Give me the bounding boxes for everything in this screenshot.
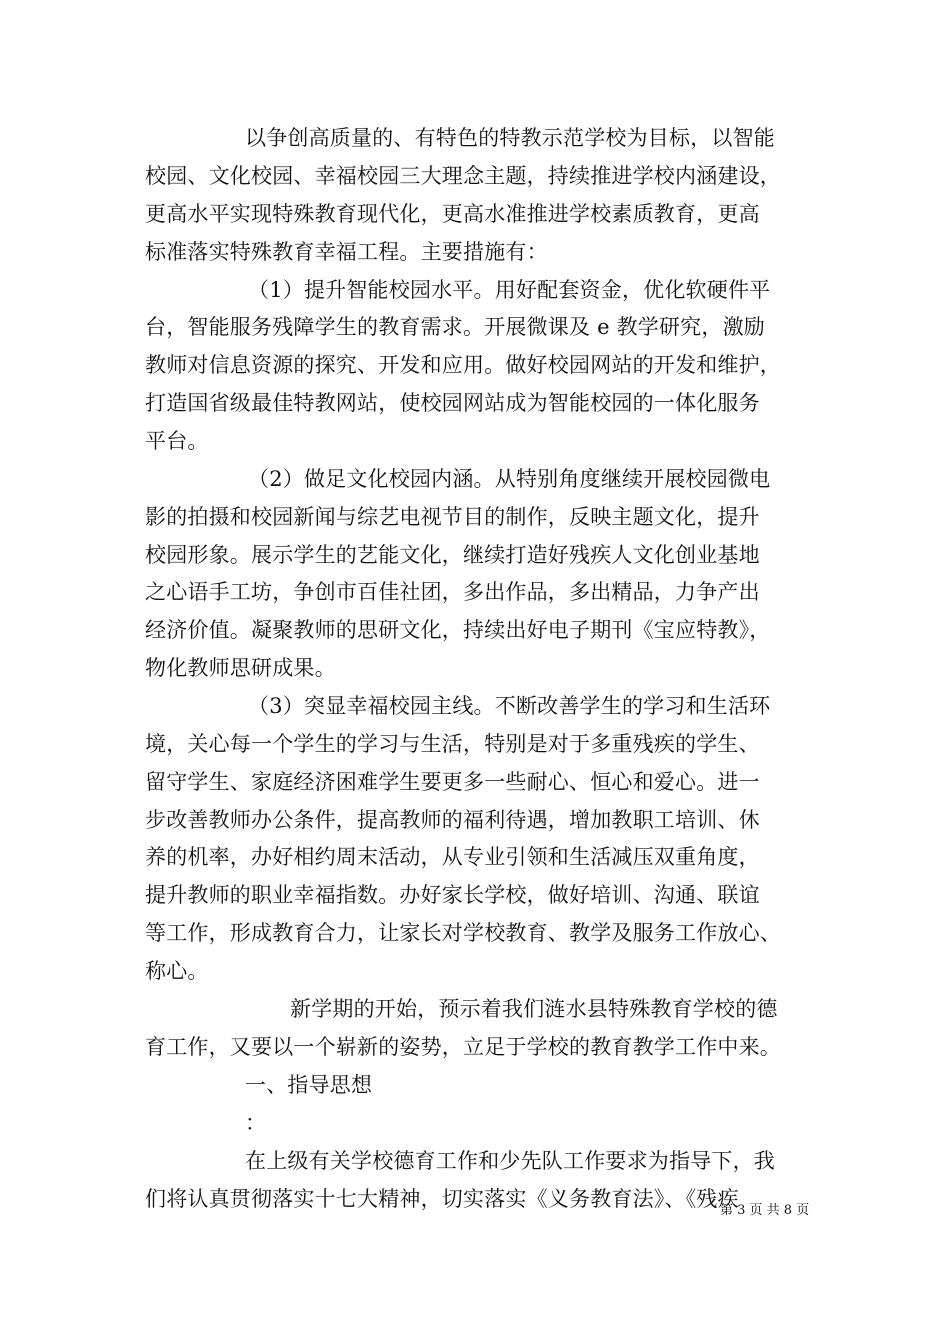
text-line: （3）突显幸福校园主线。不断改善学生的学习和生活环 — [248, 694, 771, 718]
page-number: 第 3 页 共 8 页 — [720, 1203, 810, 1218]
text-line: 校园、文化校园、幸福校园三大理念主题，持续推进学校内涵建设， — [145, 164, 781, 188]
text-line: 提升教师的职业幸福指数。办好家长学校，做好培训、沟通、联谊 — [145, 883, 760, 907]
text-line: 打造国省级最佳特教网站，使校园网站成为智能校园的一体化服务 — [145, 391, 760, 415]
text-line: 台，智能服务残障学生的教育需求。开展微课及 e 教学研究，激励 — [145, 315, 765, 339]
text-line: 留守学生、家庭经济困难学生要更多一些耐心、恒心和爱心。进一 — [145, 770, 760, 794]
text-line: 等工作，形成教育合力，让家长对学校教育、教学及服务工作放心、 — [145, 921, 781, 945]
text-line: 们将认真贯彻落实十七大精神，切实落实《义务教育法》、《残疾 — [145, 1187, 739, 1211]
text-line: 在上级有关学校德育工作和少先队工作要求为指导下，我 — [245, 1149, 775, 1173]
text-line: 养的机率，办好相约周末活动，从专业引领和生活减压双重角度， — [145, 845, 760, 869]
text-line: （2）做足文化校园内涵。从特别角度继续开展校园微电 — [248, 467, 771, 491]
text-line: 经济价值。凝聚教师的思研文化，持续出好电子期刊《宝应特教》， — [145, 618, 771, 642]
text-line: 物化教师思研成果。 — [145, 656, 336, 680]
text-line: 新学期的开始，预示着我们涟水县特殊教育学校的德 — [290, 997, 778, 1021]
text-line: 之心语手工坊，争创市百佳社团，多出作品，多出精品，力争产出 — [145, 580, 760, 604]
text-line: （1）提升智能校园水平。用好配套资金，优化软硬件平 — [248, 278, 771, 302]
text-line: 校园形象。展示学生的艺能文化，继续打造好残疾人文化创业基地 — [145, 543, 760, 567]
text-line: 标准落实特殊教育幸福工程。主要措施有： — [145, 240, 548, 264]
text-line: 更高水平实现特殊教育现代化，更高水准推进学校素质教育，更高 — [145, 202, 760, 226]
section-heading: 一、指导思想 — [245, 1073, 373, 1097]
text-line: 育工作，又要以一个崭新的姿势，立足于学校的教育教学工作中来。 — [145, 1035, 781, 1059]
text-line: 步改善教师办公条件，提高教师的福利待遇，增加教职工培训、休 — [145, 808, 760, 832]
text-line: 教师对信息资源的探究、开发和应用。做好校园网站的开发和维护， — [145, 353, 781, 377]
text-line: ： — [245, 1111, 267, 1135]
text-line: 称心。 — [145, 959, 209, 983]
text-line: 平台。 — [145, 429, 209, 453]
text-line: 影的拍摄和校园新闻与综艺电视节目的制作，反映主题文化，提升 — [145, 505, 760, 529]
text-line: 境，关心每一个学生的学习与生活，特别是对于多重残疾的学生、 — [145, 732, 760, 756]
text-line: 以争创高质量的、有特色的特教示范学校为目标，以智能 — [245, 126, 775, 150]
